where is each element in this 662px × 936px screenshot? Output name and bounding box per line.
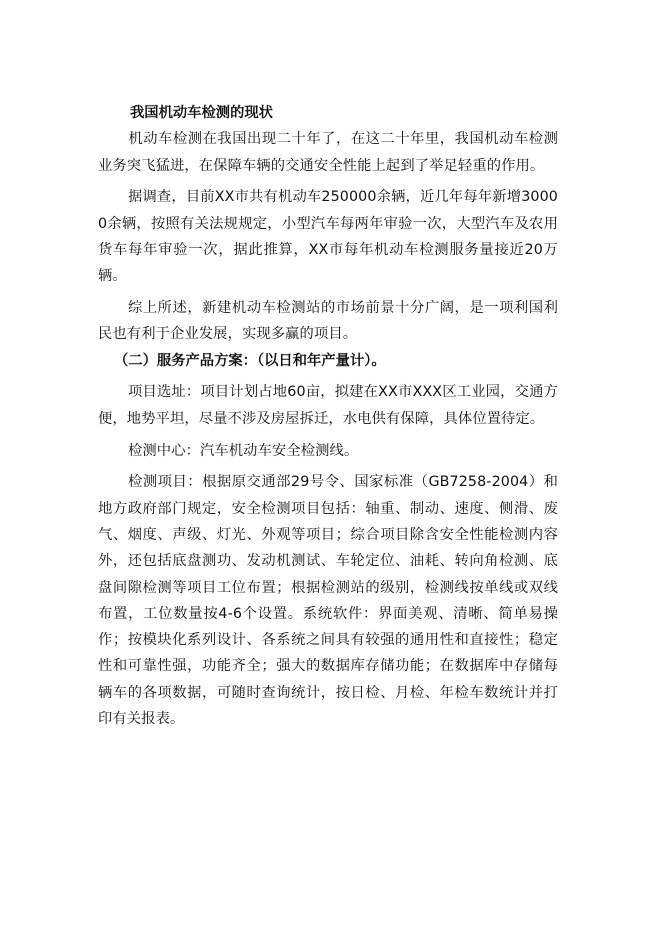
paragraph-center-text: 检测中心：汽车机动车安全检测线。 (128, 442, 359, 459)
service-plan-heading-suffix: （以日和年产量计）。 (256, 352, 386, 369)
paragraph-summary (98, 295, 558, 348)
section-title: 我国机动车检测的现状 (130, 105, 273, 121)
paragraph-center (98, 438, 558, 464)
paragraph-history (98, 126, 558, 179)
paragraph-items-text: 检测项目：根据原交通部29号令、国家标准（GB7258-2004）和地方政府部门规定，安全检测项目包括：轴重、制动、速度、侧滑、废气、烟度、声级、灯光、外观等项目；综合项目除含安全性能检测内容外，还包括底盘测功、发动机测试、车轮定位、油耗、转向角检测、底盘间隙检测等项目工位布置；根据检测站的级别，检测线按单线或双线布置，工位数量按4-6个设置。系统软件：界面美观、清晰、简单易操作；按模块化系列设计、各系统之间具有较强的通用性和直接性；稳定性和可靠性强，功能齐全；强大的数据库存储功能；在数据库中存储每辆车的各项数据，可随时查询统计，按日检、月检、年检车数统计并打印有关报表。 (98, 474, 558, 728)
service-plan-heading-prefix: （二）服务产品方案： (114, 352, 257, 369)
paragraph-items (98, 469, 558, 732)
paragraph-history-text: 机动车检测在我国出现二十年了，在这二十年里，我国机动车检测业务突飞猛进，在保障车辆的交通安全性能上起到了举足轻重的作用。 (98, 131, 558, 174)
paragraph-survey-text: 据调查，目前XX市共有机动车250000余辆，近几年每年新增30000余辆，按照有关法规规定，小型汽车每两年审验一次，大型汽车及农用货车每年审验一次，据此推算，XX市每年机动车检测服务量接近20万辆。 (98, 189, 558, 285)
service-plan-heading (114, 348, 558, 374)
document-body (98, 100, 558, 732)
paragraph-site (98, 379, 558, 432)
paragraph-survey (98, 184, 558, 289)
paragraph-site-text: 项目选址：项目计划占地60亩，拟建在XX市XXX区工业园，交通方便，地势平坦，尽量不涉及房屋拆迁，水电供有保障，具体位置待定。 (98, 384, 558, 427)
paragraph-summary-text: 综上所述，新建机动车检测站的市场前景十分广阔，是一项利国利民也有利于企业发展，实现多赢的项目。 (98, 300, 558, 343)
